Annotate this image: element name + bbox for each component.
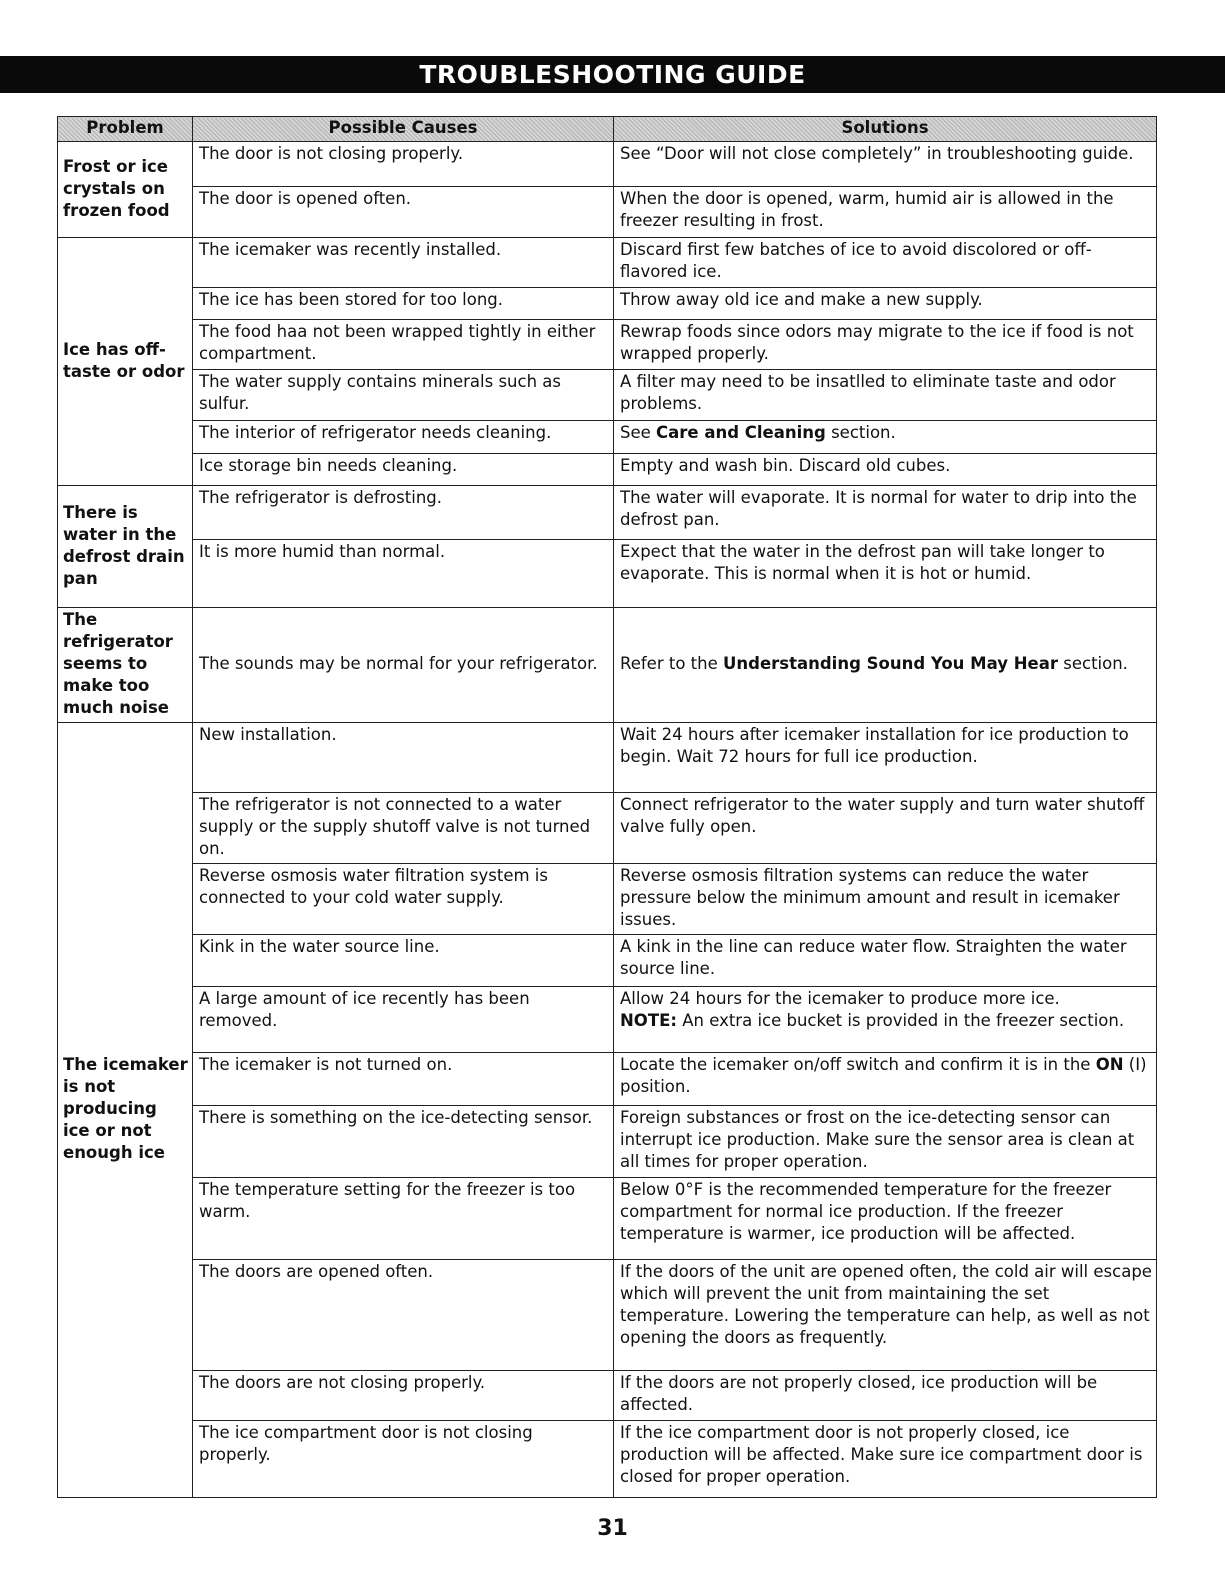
table-row — [58, 1421, 1157, 1498]
solution-cell: Connect refrigerator to the water supply and turn water shutoff valve fully open. — [614, 793, 1157, 864]
solution-text: See — [620, 423, 657, 442]
cause-cell: The ice has been stored for too long. — [193, 288, 614, 320]
solution-text: Allow 24 hours for the icemaker to produce more ice. — [620, 989, 1060, 1008]
table-row — [58, 486, 1157, 540]
cause-cell: The food haa not been wrapped tightly in either compartment. — [193, 320, 614, 370]
header-problem: Problem — [58, 117, 193, 142]
solution-cell: If the doors are not properly closed, ice production will be affected. — [614, 1371, 1157, 1421]
table-row — [58, 987, 1157, 1053]
solution-cell: Discard first few batches of ice to avoid discolored or off-flavored ice. — [614, 238, 1157, 288]
cause-cell: The ice compartment door is not closing properly. — [193, 1421, 614, 1498]
solution-cell — [614, 421, 1157, 454]
solution-text: section. — [1058, 654, 1128, 673]
solution-text: (I) position. — [620, 1055, 1147, 1096]
problem-cell: Ice has off-taste or odor — [58, 238, 193, 486]
troubleshooting-table — [57, 116, 1157, 1498]
solution-text: Refer to the — [620, 654, 723, 673]
table-row — [58, 320, 1157, 370]
cause-cell: The doors are not closing properly. — [193, 1371, 614, 1421]
solution-cell — [614, 987, 1157, 1053]
solution-cell: Foreign substances or frost on the ice-detecting sensor can interrupt ice production. Make sure the sensor area is clean at all times for proper operation. — [614, 1106, 1157, 1178]
cause-cell: New installation. — [193, 723, 614, 793]
table-row — [58, 1178, 1157, 1260]
table-row — [58, 864, 1157, 935]
cause-cell: The interior of refrigerator needs cleaning. — [193, 421, 614, 454]
solution-cell: The water will evaporate. It is normal for water to drip into the defrost pan. — [614, 486, 1157, 540]
table-row — [58, 370, 1157, 421]
solution-cell — [614, 1053, 1157, 1106]
cause-cell: There is something on the ice-detecting sensor. — [193, 1106, 614, 1178]
table-row — [58, 1260, 1157, 1371]
table-row — [58, 540, 1157, 608]
cause-cell: Kink in the water source line. — [193, 935, 614, 987]
solution-cell: Empty and wash bin. Discard old cubes. — [614, 454, 1157, 486]
problem-cell: Frost or ice crystals on frozen food — [58, 142, 193, 238]
cause-cell: The icemaker is not turned on. — [193, 1053, 614, 1106]
cause-cell: The doors are opened often. — [193, 1260, 614, 1371]
table-row — [58, 793, 1157, 864]
solution-cell: Wait 24 hours after icemaker installation for ice production to begin. Wait 72 hours for full ice production. — [614, 723, 1157, 793]
note-text: An extra ice bucket is provided in the freezer section. — [676, 1011, 1125, 1030]
cause-cell: The refrigerator is defrosting. — [193, 486, 614, 540]
cause-cell: The refrigerator is not connected to a water supply or the supply shutoff valve is not turned on. — [193, 793, 614, 864]
solution-cell: When the door is opened, warm, humid air is allowed in the freezer resulting in frost. — [614, 187, 1157, 238]
cause-cell: It is more humid than normal. — [193, 540, 614, 608]
cause-cell: The door is not closing properly. — [193, 142, 614, 187]
solution-cell: A kink in the line can reduce water flow. Straighten the water source line. — [614, 935, 1157, 987]
cause-cell: Reverse osmosis water filtration system is connected to your cold water supply. — [193, 864, 614, 935]
cause-cell: A large amount of ice recently has been removed. — [193, 987, 614, 1053]
table-row — [58, 723, 1157, 793]
table-row — [58, 454, 1157, 486]
note-label: NOTE: — [620, 1011, 677, 1030]
solution-cell: A filter may need to be insatlled to eliminate taste and odor problems. — [614, 370, 1157, 421]
header-possible-causes: Possible Causes — [193, 117, 614, 142]
solution-cell: Rewrap foods since odors may migrate to the ice if food is not wrapped properly. — [614, 320, 1157, 370]
solution-cell: Reverse osmosis filtration systems can reduce the water pressure below the minimum amount and result in icemaker issues. — [614, 864, 1157, 935]
cause-cell: The temperature setting for the freezer is too warm. — [193, 1178, 614, 1260]
solution-text: section. — [825, 423, 896, 442]
section-reference: Understanding Sound You May Hear — [723, 654, 1058, 673]
solution-cell: See “Door will not close completely” in troubleshooting guide. — [614, 142, 1157, 187]
on-label: ON — [1095, 1055, 1124, 1074]
solution-cell — [614, 608, 1157, 723]
cause-cell: The door is opened often. — [193, 187, 614, 238]
solution-cell: Below 0°F is the recommended temperature for the freezer compartment for normal ice production. If the freezer temperature is warmer, ice production will be affected. — [614, 1178, 1157, 1260]
section-reference: Care and Cleaning — [656, 423, 826, 442]
solution-cell: If the ice compartment door is not properly closed, ice production will be affected. Make sure ice compartment door is closed for proper operation. — [614, 1421, 1157, 1498]
page-number: 31 — [597, 1516, 628, 1541]
table-row — [58, 187, 1157, 238]
problem-cell: There is water in the defrost drain pan — [58, 486, 193, 608]
solution-cell: Throw away old ice and make a new supply. — [614, 288, 1157, 320]
problem-cell: The icemaker is not producing ice or not enough ice — [58, 723, 193, 1498]
table-row — [58, 935, 1157, 987]
table-row — [58, 421, 1157, 454]
cause-cell: The sounds may be normal for your refrigerator. — [193, 608, 614, 723]
solution-cell: Expect that the water in the defrost pan will take longer to evaporate. This is normal when it is hot or humid. — [614, 540, 1157, 608]
cause-cell: The water supply contains minerals such as sulfur. — [193, 370, 614, 421]
table-header-row — [58, 117, 1157, 142]
cause-cell: Ice storage bin needs cleaning. — [193, 454, 614, 486]
problem-cell: The refrigerator seems to make too much noise — [58, 608, 193, 723]
table-row — [58, 238, 1157, 288]
table-row — [58, 1106, 1157, 1178]
page-title: TROUBLESHOOTING GUIDE — [0, 56, 1225, 93]
table-row — [58, 1371, 1157, 1421]
table-row — [58, 142, 1157, 187]
solution-cell: If the doors of the unit are opened often, the cold air will escape which will prevent the unit from maintaining the set temperature. Lowering the temperature can help, as well as not opening the doors as frequently. — [614, 1260, 1157, 1371]
table-row — [58, 608, 1157, 723]
header-solutions: Solutions — [614, 117, 1157, 142]
table-row — [58, 1053, 1157, 1106]
cause-cell: The icemaker was recently installed. — [193, 238, 614, 288]
solution-text: Locate the icemaker on/off switch and confirm it is in the — [620, 1055, 1096, 1074]
table-row — [58, 288, 1157, 320]
